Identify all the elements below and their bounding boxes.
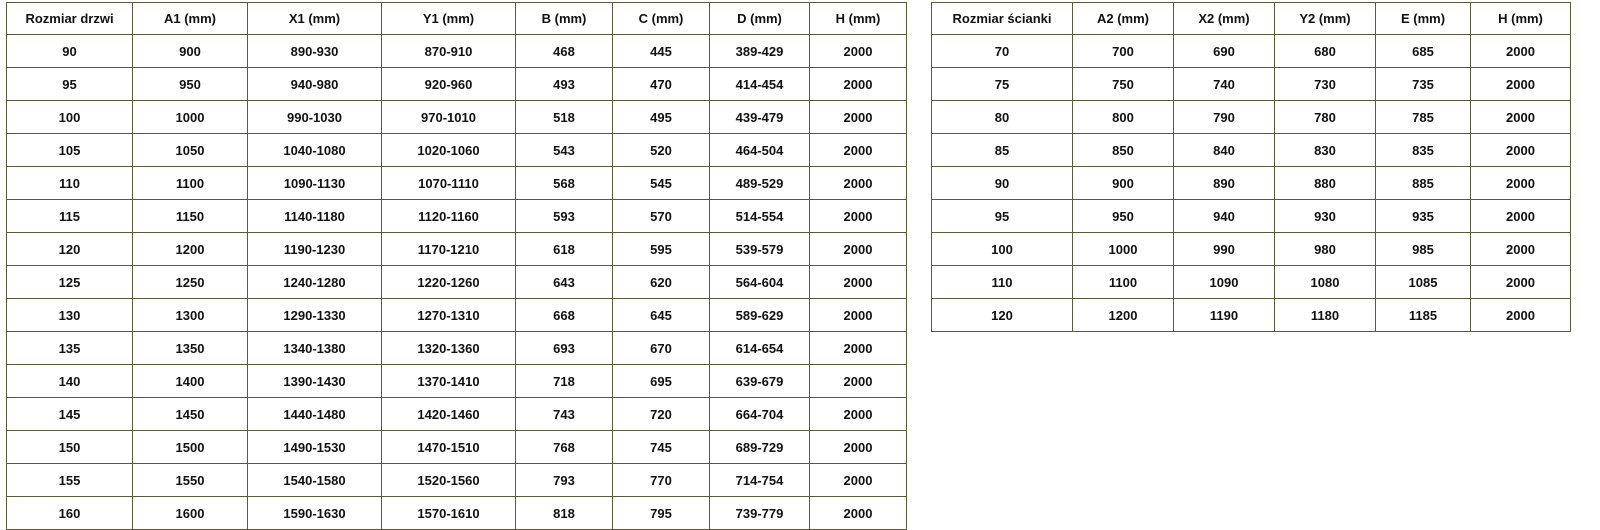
cell-e: 685	[1376, 35, 1471, 68]
cell-wall-size: 80	[932, 101, 1073, 134]
cell-x1: 890-930	[248, 35, 382, 68]
door-size-table	[6, 2, 907, 530]
cell-d: 614-654	[710, 332, 810, 365]
cell-h: 2000	[810, 233, 907, 266]
table-row	[932, 233, 1571, 266]
cell-e: 835	[1376, 134, 1471, 167]
cell-x1: 1390-1430	[248, 365, 382, 398]
cell-a1: 1000	[133, 101, 248, 134]
column-header-y1: Y1 (mm)	[382, 3, 516, 35]
cell-b: 743	[516, 398, 613, 431]
cell-y2: 680	[1275, 35, 1376, 68]
column-header-h: H (mm)	[1471, 3, 1571, 35]
cell-h: 2000	[810, 464, 907, 497]
cell-door-size: 105	[7, 134, 133, 167]
cell-d: 739-779	[710, 497, 810, 530]
cell-a1: 1550	[133, 464, 248, 497]
cell-c: 520	[613, 134, 710, 167]
cell-y2: 830	[1275, 134, 1376, 167]
cell-x1: 1590-1630	[248, 497, 382, 530]
cell-wall-size: 70	[932, 35, 1073, 68]
cell-d: 389-429	[710, 35, 810, 68]
table-row	[7, 200, 907, 233]
table-row	[7, 464, 907, 497]
cell-h: 2000	[810, 134, 907, 167]
cell-b: 818	[516, 497, 613, 530]
cell-a1: 1150	[133, 200, 248, 233]
cell-y2: 930	[1275, 200, 1376, 233]
cell-wall-size: 120	[932, 299, 1073, 332]
cell-door-size: 140	[7, 365, 133, 398]
cell-x1: 1490-1530	[248, 431, 382, 464]
cell-h: 2000	[1471, 134, 1571, 167]
cell-x2: 890	[1174, 167, 1275, 200]
cell-h: 2000	[1471, 101, 1571, 134]
cell-h: 2000	[810, 266, 907, 299]
column-header-c: C (mm)	[613, 3, 710, 35]
cell-h: 2000	[1471, 68, 1571, 101]
table-row	[7, 266, 907, 299]
cell-c: 495	[613, 101, 710, 134]
cell-y2: 1180	[1275, 299, 1376, 332]
cell-x2: 690	[1174, 35, 1275, 68]
column-header-door-size: Rozmiar drzwi	[7, 3, 133, 35]
cell-c: 795	[613, 497, 710, 530]
cell-a1: 1100	[133, 167, 248, 200]
cell-c: 595	[613, 233, 710, 266]
cell-y2: 730	[1275, 68, 1376, 101]
table-row	[932, 68, 1571, 101]
cell-a2: 1200	[1073, 299, 1174, 332]
table-row	[932, 266, 1571, 299]
column-header-h: H (mm)	[810, 3, 907, 35]
cell-a2: 1100	[1073, 266, 1174, 299]
cell-h: 2000	[810, 365, 907, 398]
cell-a1: 1600	[133, 497, 248, 530]
cell-e: 735	[1376, 68, 1471, 101]
cell-h: 2000	[1471, 167, 1571, 200]
cell-c: 720	[613, 398, 710, 431]
cell-b: 643	[516, 266, 613, 299]
cell-door-size: 155	[7, 464, 133, 497]
column-header-e: E (mm)	[1376, 3, 1471, 35]
cell-h: 2000	[1471, 233, 1571, 266]
table-row	[7, 431, 907, 464]
cell-a1: 1250	[133, 266, 248, 299]
wall-size-table	[931, 2, 1571, 332]
column-header-y2: Y2 (mm)	[1275, 3, 1376, 35]
table-row	[7, 398, 907, 431]
cell-b: 543	[516, 134, 613, 167]
cell-x1: 1040-1080	[248, 134, 382, 167]
cell-y1: 870-910	[382, 35, 516, 68]
cell-c: 770	[613, 464, 710, 497]
cell-h: 2000	[810, 398, 907, 431]
table-row	[7, 299, 907, 332]
cell-y1: 1520-1560	[382, 464, 516, 497]
cell-b: 768	[516, 431, 613, 464]
cell-door-size: 90	[7, 35, 133, 68]
column-header-b: B (mm)	[516, 3, 613, 35]
cell-y1: 1120-1160	[382, 200, 516, 233]
cell-x1: 1240-1280	[248, 266, 382, 299]
table-row	[7, 365, 907, 398]
cell-b: 593	[516, 200, 613, 233]
cell-c: 445	[613, 35, 710, 68]
cell-c: 645	[613, 299, 710, 332]
column-header-a2: A2 (mm)	[1073, 3, 1174, 35]
cell-x2: 740	[1174, 68, 1275, 101]
cell-x1: 1340-1380	[248, 332, 382, 365]
cell-d: 414-454	[710, 68, 810, 101]
cell-h: 2000	[810, 200, 907, 233]
cell-h: 2000	[1471, 200, 1571, 233]
table-row	[7, 167, 907, 200]
cell-y1: 970-1010	[382, 101, 516, 134]
cell-x1: 1140-1180	[248, 200, 382, 233]
cell-a2: 850	[1073, 134, 1174, 167]
cell-y1: 1020-1060	[382, 134, 516, 167]
cell-a1: 900	[133, 35, 248, 68]
table-row	[932, 200, 1571, 233]
cell-b: 518	[516, 101, 613, 134]
table-row	[932, 299, 1571, 332]
cell-y1: 1370-1410	[382, 365, 516, 398]
cell-a2: 1000	[1073, 233, 1174, 266]
cell-door-size: 125	[7, 266, 133, 299]
cell-y2: 880	[1275, 167, 1376, 200]
column-header-a1: A1 (mm)	[133, 3, 248, 35]
cell-h: 2000	[1471, 35, 1571, 68]
cell-y1: 1170-1210	[382, 233, 516, 266]
cell-door-size: 130	[7, 299, 133, 332]
cell-a1: 1350	[133, 332, 248, 365]
cell-d: 714-754	[710, 464, 810, 497]
cell-c: 620	[613, 266, 710, 299]
cell-wall-size: 110	[932, 266, 1073, 299]
cell-x1: 1290-1330	[248, 299, 382, 332]
cell-h: 2000	[810, 167, 907, 200]
cell-y1: 1220-1260	[382, 266, 516, 299]
cell-d: 639-679	[710, 365, 810, 398]
cell-d: 564-604	[710, 266, 810, 299]
cell-h: 2000	[810, 35, 907, 68]
cell-door-size: 110	[7, 167, 133, 200]
cell-wall-size: 85	[932, 134, 1073, 167]
cell-d: 439-479	[710, 101, 810, 134]
cell-x1: 1190-1230	[248, 233, 382, 266]
cell-b: 668	[516, 299, 613, 332]
table-row	[7, 134, 907, 167]
cell-a1: 1450	[133, 398, 248, 431]
cell-h: 2000	[1471, 266, 1571, 299]
table-row	[932, 167, 1571, 200]
cell-y1: 920-960	[382, 68, 516, 101]
cell-h: 2000	[810, 332, 907, 365]
cell-a2: 700	[1073, 35, 1174, 68]
cell-x1: 990-1030	[248, 101, 382, 134]
cell-a2: 950	[1073, 200, 1174, 233]
column-header-d: D (mm)	[710, 3, 810, 35]
cell-e: 785	[1376, 101, 1471, 134]
cell-a1: 1200	[133, 233, 248, 266]
cell-x2: 840	[1174, 134, 1275, 167]
cell-a1: 1400	[133, 365, 248, 398]
cell-x2: 1090	[1174, 266, 1275, 299]
cell-d: 514-554	[710, 200, 810, 233]
cell-door-size: 150	[7, 431, 133, 464]
cell-door-size: 135	[7, 332, 133, 365]
cell-wall-size: 95	[932, 200, 1073, 233]
cell-c: 670	[613, 332, 710, 365]
table-row	[7, 68, 907, 101]
cell-d: 689-729	[710, 431, 810, 464]
cell-c: 695	[613, 365, 710, 398]
cell-b: 693	[516, 332, 613, 365]
cell-b: 618	[516, 233, 613, 266]
cell-x1: 1540-1580	[248, 464, 382, 497]
cell-door-size: 120	[7, 233, 133, 266]
table-row	[932, 35, 1571, 68]
cell-x2: 1190	[1174, 299, 1275, 332]
cell-h: 2000	[810, 101, 907, 134]
cell-d: 539-579	[710, 233, 810, 266]
cell-y2: 980	[1275, 233, 1376, 266]
cell-a2: 800	[1073, 101, 1174, 134]
cell-a1: 1050	[133, 134, 248, 167]
table-row	[7, 497, 907, 530]
cell-door-size: 115	[7, 200, 133, 233]
cell-y1: 1470-1510	[382, 431, 516, 464]
cell-x1: 1090-1130	[248, 167, 382, 200]
cell-h: 2000	[810, 68, 907, 101]
cell-h: 2000	[810, 431, 907, 464]
column-header-x1: X1 (mm)	[248, 3, 382, 35]
table-row	[932, 134, 1571, 167]
cell-h: 2000	[810, 497, 907, 530]
cell-x2: 790	[1174, 101, 1275, 134]
cell-e: 985	[1376, 233, 1471, 266]
table-row	[932, 101, 1571, 134]
cell-x1: 940-980	[248, 68, 382, 101]
cell-y1: 1320-1360	[382, 332, 516, 365]
cell-y1: 1570-1610	[382, 497, 516, 530]
cell-y1: 1270-1310	[382, 299, 516, 332]
table-row	[7, 332, 907, 365]
cell-d: 489-529	[710, 167, 810, 200]
cell-e: 1185	[1376, 299, 1471, 332]
cell-e: 935	[1376, 200, 1471, 233]
cell-a1: 1300	[133, 299, 248, 332]
cell-e: 1085	[1376, 266, 1471, 299]
table-header-row	[7, 3, 907, 35]
table-row	[7, 35, 907, 68]
cell-b: 468	[516, 35, 613, 68]
cell-y1: 1420-1460	[382, 398, 516, 431]
cell-a2: 750	[1073, 68, 1174, 101]
column-header-x2: X2 (mm)	[1174, 3, 1275, 35]
cell-door-size: 145	[7, 398, 133, 431]
cell-x2: 940	[1174, 200, 1275, 233]
table-header-row	[932, 3, 1571, 35]
cell-x1: 1440-1480	[248, 398, 382, 431]
cell-a1: 950	[133, 68, 248, 101]
cell-b: 493	[516, 68, 613, 101]
cell-c: 570	[613, 200, 710, 233]
cell-door-size: 160	[7, 497, 133, 530]
cell-a1: 1500	[133, 431, 248, 464]
cell-x2: 990	[1174, 233, 1275, 266]
cell-h: 2000	[1471, 299, 1571, 332]
cell-c: 545	[613, 167, 710, 200]
cell-c: 745	[613, 431, 710, 464]
cell-e: 885	[1376, 167, 1471, 200]
cell-h: 2000	[810, 299, 907, 332]
table-row	[7, 233, 907, 266]
table-row	[7, 101, 907, 134]
cell-b: 793	[516, 464, 613, 497]
cell-wall-size: 90	[932, 167, 1073, 200]
cell-y1: 1070-1110	[382, 167, 516, 200]
cell-door-size: 95	[7, 68, 133, 101]
cell-wall-size: 75	[932, 68, 1073, 101]
cell-wall-size: 100	[932, 233, 1073, 266]
cell-door-size: 100	[7, 101, 133, 134]
cell-y2: 780	[1275, 101, 1376, 134]
cell-b: 568	[516, 167, 613, 200]
column-header-wall-size: Rozmiar ścianki	[932, 3, 1073, 35]
cell-a2: 900	[1073, 167, 1174, 200]
cell-d: 464-504	[710, 134, 810, 167]
cell-d: 664-704	[710, 398, 810, 431]
cell-y2: 1080	[1275, 266, 1376, 299]
cell-d: 589-629	[710, 299, 810, 332]
cell-b: 718	[516, 365, 613, 398]
cell-c: 470	[613, 68, 710, 101]
